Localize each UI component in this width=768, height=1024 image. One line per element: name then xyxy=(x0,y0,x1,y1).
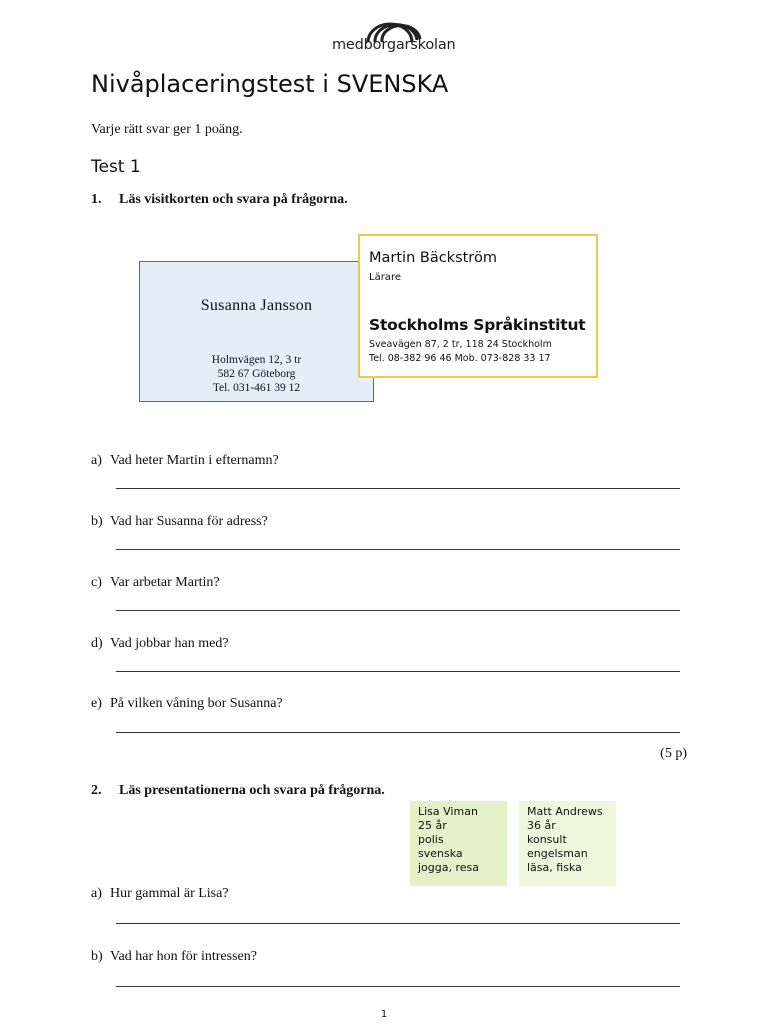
answer-line[interactable] xyxy=(116,549,680,550)
subquestion-1b xyxy=(91,514,268,530)
answer-line[interactable] xyxy=(116,923,680,924)
business-card-susanna xyxy=(139,261,374,402)
card-line: Matt Andrews xyxy=(527,805,603,818)
card-organization: Stockholms Språkinstitut xyxy=(369,316,586,334)
subquestion-1a xyxy=(91,453,279,469)
card-line: läsa, fiska xyxy=(527,861,582,874)
card-line: engelsman xyxy=(527,847,588,860)
presentation-card-matt xyxy=(519,801,616,886)
subquestion-label: a) xyxy=(91,886,102,901)
card-line: svenska xyxy=(418,847,463,860)
medborgarskolan-logo xyxy=(332,20,456,56)
question-text: Läs visitkorten och svara på frågorna. xyxy=(119,192,348,207)
answer-line[interactable] xyxy=(116,488,680,489)
question-text: Läs presentationerna och svara på frågorna. xyxy=(119,783,385,798)
test-heading: Test 1 xyxy=(91,157,141,177)
card-address-line: 582 67 Göteborg xyxy=(217,368,296,380)
subquestion-label: c) xyxy=(91,575,102,590)
subquestion-text: Var arbetar Martin? xyxy=(110,575,220,590)
question-2-heading xyxy=(91,783,385,799)
answer-line[interactable] xyxy=(116,610,680,611)
question-1-heading xyxy=(91,192,348,208)
card-address-line: Holmvägen 12, 3 tr xyxy=(211,354,302,366)
card-line: polis xyxy=(418,833,444,846)
subquestion-text: Vad har hon för intressen? xyxy=(110,949,257,964)
card-line: 25 år xyxy=(418,819,447,832)
subquestion-text: Vad heter Martin i efternamn? xyxy=(110,453,279,468)
subquestion-label: a) xyxy=(91,453,102,468)
subquestion-text: Hur gammal är Lisa? xyxy=(110,886,229,901)
subquestion-1e xyxy=(91,696,283,712)
subquestion-label: b) xyxy=(91,949,103,964)
card-name: Susanna Jansson xyxy=(200,297,313,314)
subquestion-text: Vad har Susanna för adress? xyxy=(110,514,268,529)
answer-line[interactable] xyxy=(116,732,680,733)
subquestion-1d xyxy=(91,636,229,652)
card-phone: Tel. 08-382 96 46 Mob. 073-828 33 17 xyxy=(369,353,551,364)
subquestion-label: e) xyxy=(91,696,102,711)
logo-text: medborgarskolan xyxy=(332,37,456,53)
subquestion-2b xyxy=(91,949,257,965)
question-number: 2. xyxy=(91,783,102,798)
subquestion-1c xyxy=(91,575,220,591)
card-address xyxy=(140,353,373,395)
subquestion-text: Vad jobbar han med? xyxy=(110,636,229,651)
card-line: Lisa Viman xyxy=(418,805,478,818)
card-address: Sveavägen 87, 2 tr, 118 24 Stockholm xyxy=(369,339,552,350)
subquestion-2a xyxy=(91,886,229,902)
page-number: 1 xyxy=(380,1009,388,1020)
subquestion-label: b) xyxy=(91,514,103,529)
card-name: Martin Bäckström xyxy=(369,250,497,266)
subquestion-text: På vilken våning bor Susanna? xyxy=(110,696,283,711)
business-card-martin xyxy=(358,234,598,378)
presentation-card-lisa xyxy=(410,801,507,886)
card-phone: Tel. 031-461 39 12 xyxy=(212,382,301,394)
card-line: 36 år xyxy=(527,819,556,832)
card-line: jogga, resa xyxy=(418,861,480,874)
card-role: Lärare xyxy=(369,272,401,283)
intro-text: Varje rätt svar ger 1 poäng. xyxy=(91,122,243,137)
points-label: (5 p) xyxy=(660,746,687,761)
card-line: konsult xyxy=(527,833,567,846)
subquestion-label: d) xyxy=(91,636,103,651)
answer-line[interactable] xyxy=(116,671,680,672)
answer-line[interactable] xyxy=(116,986,680,987)
page-title: Nivåplaceringstest i SVENSKA xyxy=(91,70,449,98)
question-number: 1. xyxy=(91,192,102,207)
